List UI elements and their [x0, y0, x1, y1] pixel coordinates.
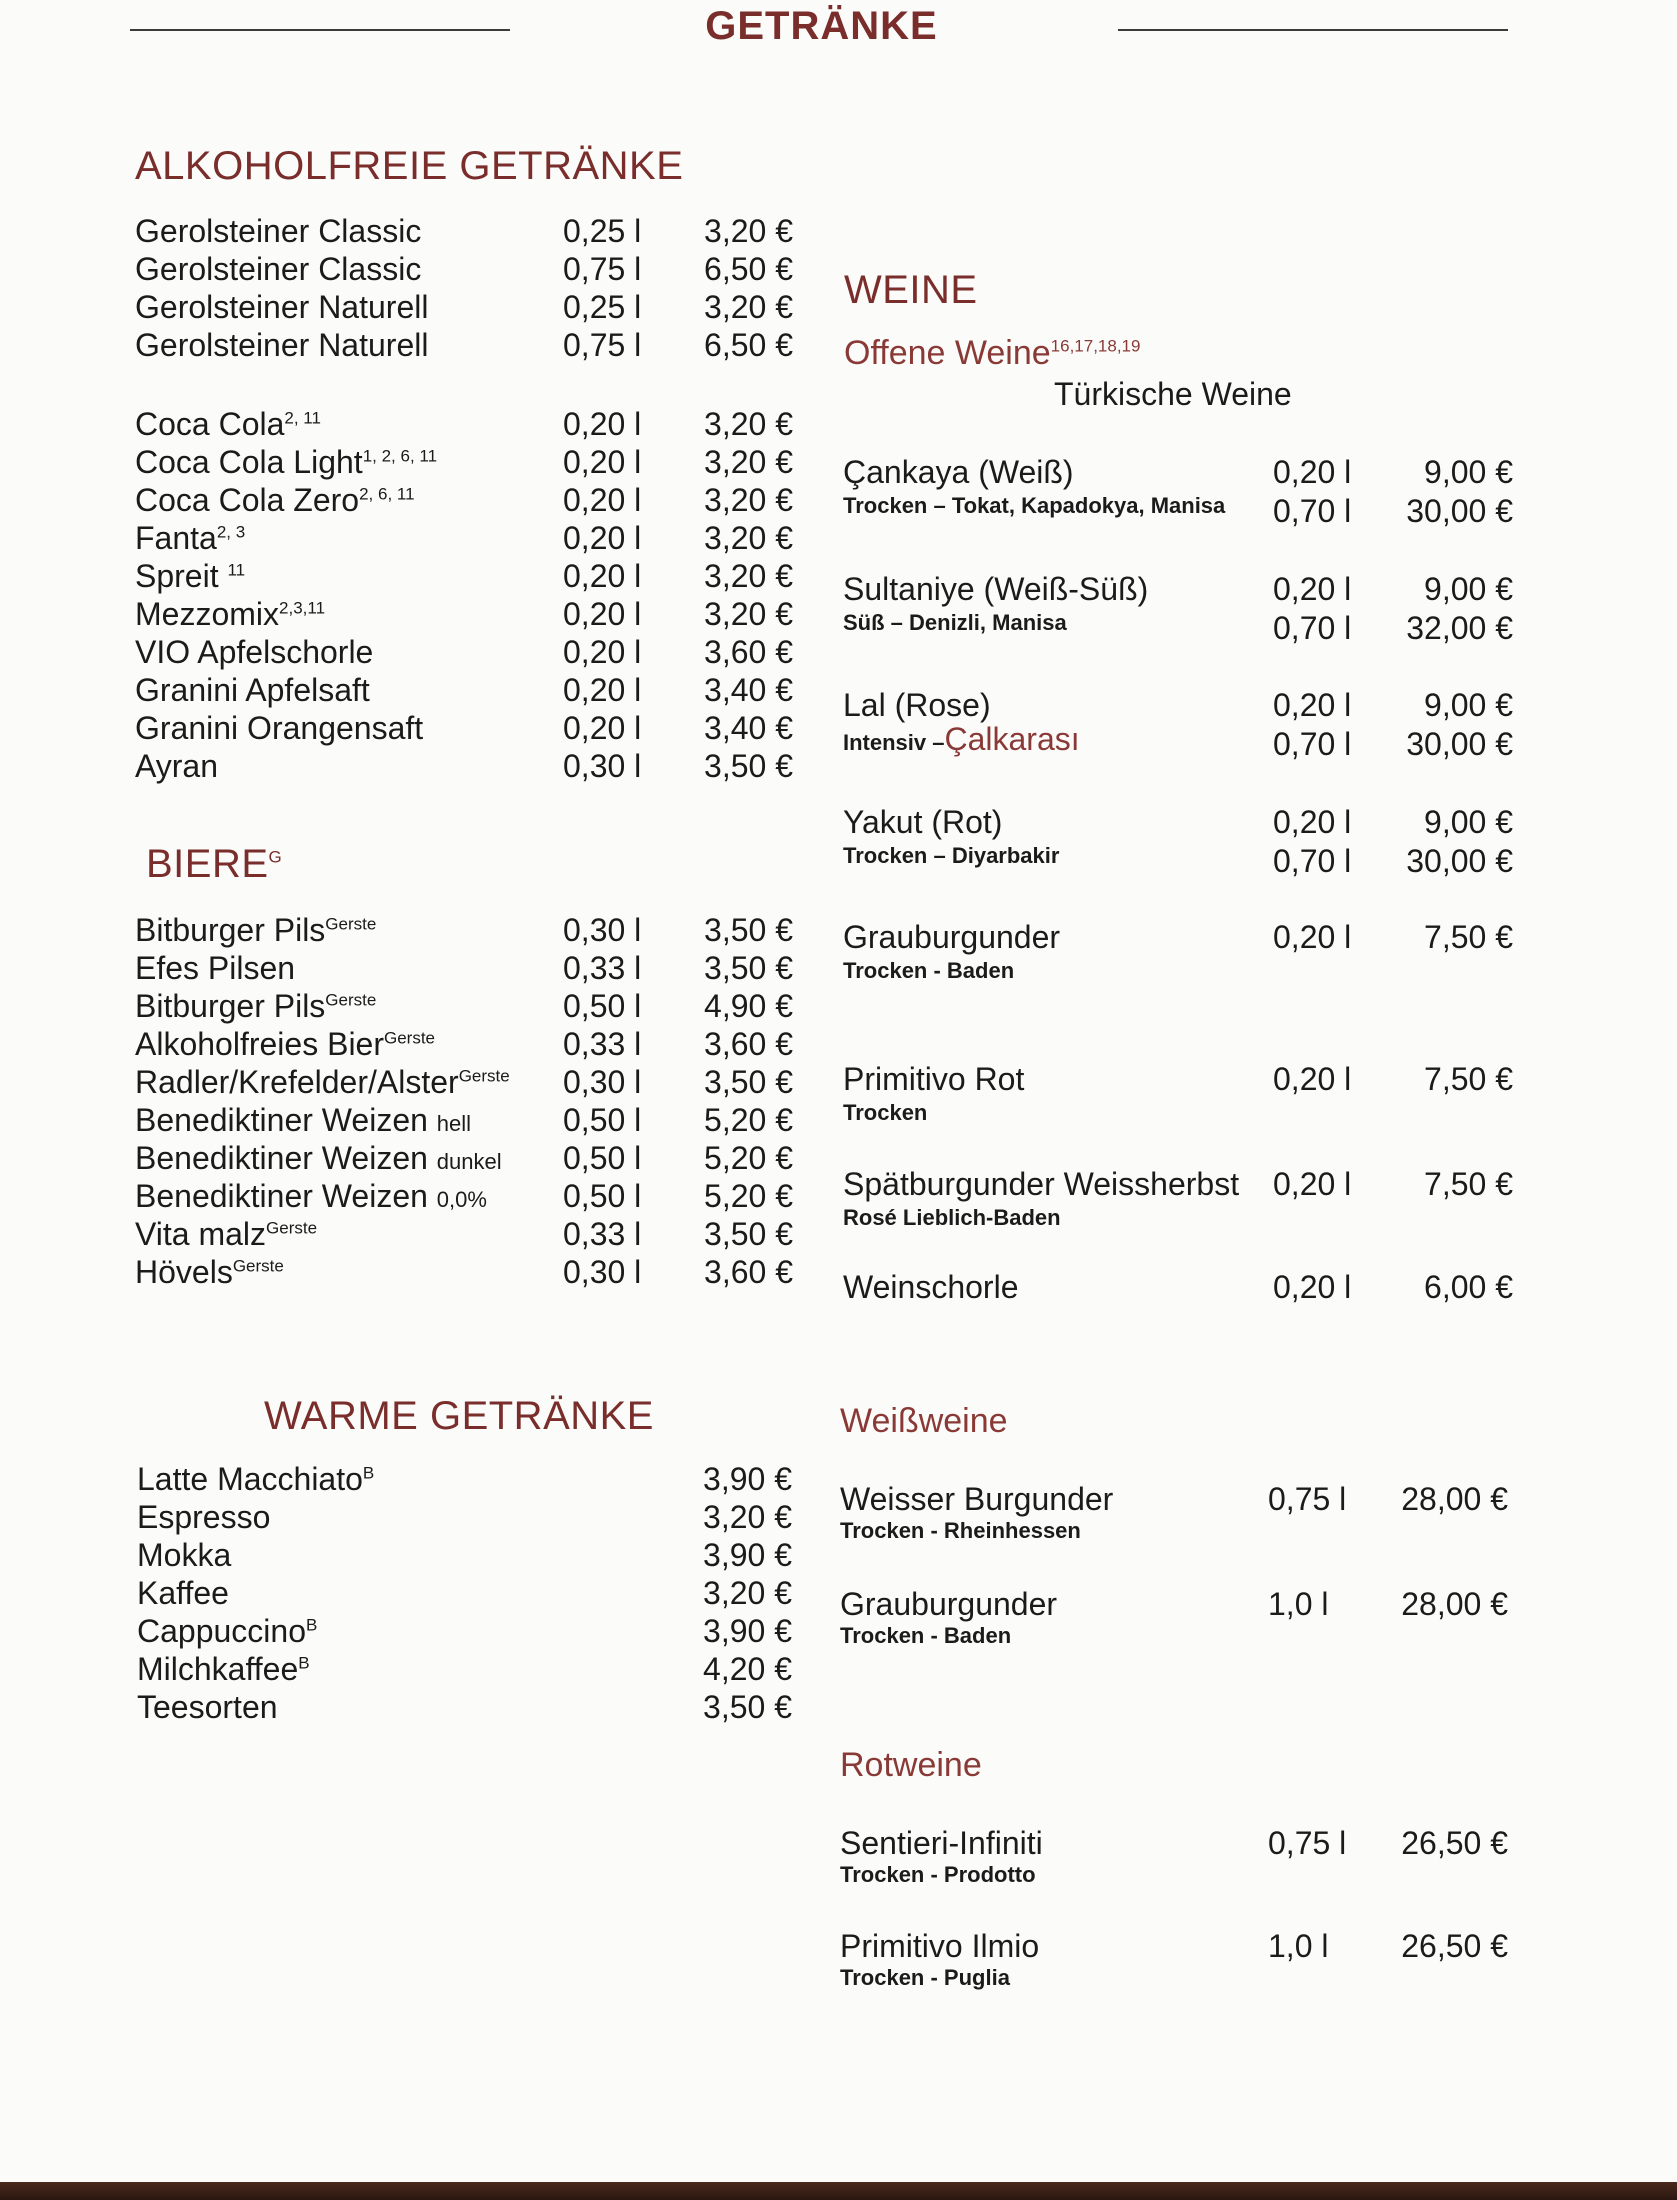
- drink-volume: 0,20 l: [563, 558, 642, 594]
- beer-variant: hell: [436, 1111, 472, 1136]
- wine-price-line: [1273, 686, 1513, 724]
- warm-drink-row: [137, 1574, 792, 1612]
- drink-name: [135, 595, 325, 633]
- beer-row: [135, 949, 793, 987]
- wine-description: [843, 608, 1067, 638]
- warm-drink-name: [137, 1688, 278, 1726]
- warm-drink-row: [137, 1650, 792, 1688]
- beer-name-text: Benediktiner Weizen: [135, 1102, 437, 1138]
- white-wine-price: 28,00 €: [1401, 1481, 1508, 1517]
- drink-name-text: Ayran: [135, 748, 219, 784]
- drink-volume: 0,20 l: [563, 482, 642, 518]
- drink-name: [135, 212, 421, 250]
- drink-row: [135, 519, 793, 557]
- wine-entry: [843, 570, 1523, 650]
- drink-volume: 0,20 l: [563, 444, 642, 480]
- warm-drink-name-text: Latte Macchiato: [137, 1461, 363, 1497]
- wine-price-line: [1273, 609, 1513, 647]
- wine-price: 7,50 €: [1424, 1166, 1513, 1202]
- beer-name: [135, 987, 376, 1025]
- drink-row: [135, 633, 793, 671]
- warm-drink-name: [137, 1536, 231, 1574]
- white-wine-entry: [840, 1585, 1520, 1665]
- warm-drink-price: 3,90 €: [703, 1461, 792, 1497]
- warm-drink-footnote: B: [306, 1615, 318, 1635]
- wine-price: 32,00 €: [1406, 610, 1513, 646]
- drink-name: [135, 709, 423, 747]
- drink-footnote: 2,3,11: [279, 598, 326, 618]
- beer-row: [135, 1215, 793, 1253]
- beer-row: [135, 987, 793, 1025]
- drink-name: [135, 443, 437, 481]
- wine-price: 30,00 €: [1406, 726, 1513, 762]
- wine-description: [843, 721, 1080, 758]
- drink-volume: 0,20 l: [563, 406, 642, 442]
- beer-row: [135, 1025, 793, 1063]
- drink-name: [135, 481, 415, 519]
- beer-name: [135, 911, 376, 949]
- drink-row: [135, 250, 793, 288]
- red-wine-entry: [840, 1927, 1520, 2007]
- beer-name-text: Bitburger Pils: [135, 912, 326, 948]
- drink-price: 3,20 €: [704, 520, 793, 556]
- wine-price-line: [1273, 570, 1513, 608]
- drink-volume: 0,25 l: [563, 289, 642, 325]
- beer-price: 3,50 €: [704, 950, 793, 986]
- wine-price-line: [1273, 492, 1513, 530]
- beer-price: 5,20 €: [704, 1140, 793, 1176]
- warm-drink-row: [137, 1498, 792, 1536]
- beer-name-text: Efes Pilsen: [135, 950, 296, 986]
- warm-drink-name: [137, 1574, 229, 1612]
- white-wine-price-line: [1268, 1480, 1508, 1518]
- drink-name: [135, 288, 428, 326]
- wine-price-line: [1273, 1060, 1513, 1098]
- warm-drink-name: [137, 1460, 374, 1498]
- drink-price: 3,20 €: [704, 406, 793, 442]
- wine-price-line: [1273, 1268, 1513, 1306]
- warm-drink-price: 3,20 €: [703, 1575, 792, 1611]
- wine-price-line: [1273, 918, 1513, 956]
- white-wine-description: Trocken - Baden: [840, 1623, 1012, 1648]
- wine-description: [843, 1203, 1061, 1233]
- drink-price: 6,50 €: [704, 327, 793, 363]
- drink-name-text: Fanta: [135, 520, 217, 556]
- beer-footnote: Gerste: [384, 1028, 436, 1048]
- wine-name: Yakut (Rot): [843, 804, 1003, 840]
- beer-row: [135, 1177, 793, 1215]
- drink-row: [135, 288, 793, 326]
- wine-price-line: [1273, 453, 1513, 491]
- beer-price: 3,60 €: [704, 1254, 793, 1290]
- drink-name: [135, 557, 245, 595]
- warm-drink-row: [137, 1612, 792, 1650]
- beer-volume: 0,30 l: [563, 1064, 642, 1100]
- red-wine-volume: 1,0 l: [1268, 1928, 1329, 1964]
- drink-price: 3,60 €: [704, 634, 793, 670]
- wine-name: Grauburgunder: [843, 919, 1061, 955]
- red-wine-name: Sentieri-Infiniti: [840, 1825, 1043, 1861]
- drink-volume: 0,20 l: [563, 596, 642, 632]
- drink-footnote: 2, 11: [284, 408, 321, 428]
- drink-volume: 0,20 l: [563, 710, 642, 746]
- drink-name-text: Gerolsteiner Naturell: [135, 327, 429, 363]
- red-wine-entry: [840, 1824, 1520, 1904]
- drink-price: 3,20 €: [704, 444, 793, 480]
- wine-volume: 0,20 l: [1273, 1061, 1352, 1097]
- beer-price: 3,50 €: [704, 912, 793, 948]
- white-wine-description: Trocken - Rheinhessen: [840, 1518, 1081, 1543]
- red-wine-volume: 0,75 l: [1268, 1825, 1347, 1861]
- biere-title-sup: G: [268, 847, 283, 867]
- wine-price: 9,00 €: [1424, 571, 1513, 607]
- beer-volume: 0,30 l: [563, 1254, 642, 1290]
- wine-description: [843, 956, 1014, 986]
- drink-name: [135, 326, 428, 364]
- beer-name: [135, 1025, 435, 1063]
- drink-name-text: VIO Apfelschorle: [135, 634, 374, 670]
- drink-price: 3,20 €: [704, 558, 793, 594]
- beer-volume: 0,33 l: [563, 1026, 642, 1062]
- beer-name-text: Benediktiner Weizen: [135, 1178, 437, 1214]
- drink-volume: 0,20 l: [563, 520, 642, 556]
- drink-name-text: Gerolsteiner Classic: [135, 213, 422, 249]
- beer-price: 5,20 €: [704, 1102, 793, 1138]
- section-title-biere: [146, 842, 282, 887]
- wine-description-text: Trocken - Baden: [843, 958, 1015, 983]
- white-wine-price-line: [1268, 1585, 1508, 1623]
- wine-entry: [843, 1268, 1523, 1348]
- wine-volume: 0,20 l: [1273, 1269, 1352, 1305]
- warm-drink-footnote: B: [298, 1653, 310, 1673]
- drink-row: [135, 709, 793, 747]
- wine-volume: 0,20 l: [1273, 1166, 1352, 1202]
- offene-weine-text: Offene Weine: [844, 334, 1051, 372]
- beer-variant: 0,0%: [436, 1187, 487, 1212]
- drink-row: [135, 443, 793, 481]
- wine-volume: 0,70 l: [1273, 493, 1352, 529]
- drink-footnote: 2, 3: [216, 522, 246, 542]
- rotweine-title: Rotweine: [840, 1746, 982, 1784]
- drink-row: [135, 405, 793, 443]
- wine-name: Çankaya (Weiß): [843, 454, 1074, 490]
- wine-description: [843, 1098, 927, 1128]
- drink-volume: 0,20 l: [563, 634, 642, 670]
- warm-drink-price: 4,20 €: [703, 1651, 792, 1687]
- wine-entry: [843, 803, 1523, 883]
- beer-price: 5,20 €: [704, 1178, 793, 1214]
- wine-price: 30,00 €: [1406, 493, 1513, 529]
- drink-name-text: Mezzomix: [135, 596, 280, 632]
- beer-price: 4,90 €: [704, 988, 793, 1024]
- wine-volume: 0,20 l: [1273, 804, 1352, 840]
- white-wine-name: Grauburgunder: [840, 1586, 1058, 1622]
- red-wine-name: Primitivo Ilmio: [840, 1928, 1040, 1964]
- section-title-weine: WEINE: [844, 268, 978, 312]
- beer-price: 3,50 €: [704, 1064, 793, 1100]
- wine-name: Primitivo Rot: [843, 1061, 1025, 1097]
- beer-volume: 0,30 l: [563, 912, 642, 948]
- warm-drink-price: 3,90 €: [703, 1613, 792, 1649]
- section-title-alkoholfrei: ALKOHOLFREIE GETRÄNKE: [135, 144, 684, 188]
- beer-name: [135, 1215, 317, 1253]
- white-wine-volume: 1,0 l: [1268, 1586, 1329, 1622]
- beer-name: [135, 1139, 502, 1181]
- wine-price-line: [1273, 725, 1513, 763]
- wine-price: 30,00 €: [1406, 843, 1513, 879]
- beer-name-text: Benediktiner Weizen: [135, 1140, 437, 1176]
- white-wine-price: 28,00 €: [1401, 1586, 1508, 1622]
- beer-name: [135, 1253, 284, 1291]
- wine-description-text: Trocken – Diyarbakir: [843, 843, 1060, 868]
- wine-price-line: [1273, 842, 1513, 880]
- wine-name: Lal (Rose): [843, 687, 991, 723]
- beer-volume: 0,50 l: [563, 1102, 642, 1138]
- red-wine-price-line: [1268, 1927, 1508, 1965]
- drink-row: [135, 671, 793, 709]
- page-title: GETRÄNKE: [705, 4, 938, 48]
- drink-footnote: 11: [227, 560, 246, 580]
- drink-name: [135, 519, 245, 557]
- warm-drink-name: [137, 1498, 270, 1536]
- drink-name-text: Gerolsteiner Naturell: [135, 289, 429, 325]
- beer-volume: 0,33 l: [563, 1216, 642, 1252]
- wine-description-text: Rosé Lieblich-Baden: [843, 1205, 1061, 1230]
- white-wine-entry: [840, 1480, 1520, 1560]
- drink-volume: 0,20 l: [563, 672, 642, 708]
- weissweine-title: Weißweine: [840, 1402, 1008, 1440]
- drink-volume: 0,30 l: [563, 748, 642, 784]
- drink-name: [135, 250, 421, 288]
- beer-volume: 0,50 l: [563, 1140, 642, 1176]
- drink-row: [135, 481, 793, 519]
- wine-price: 9,00 €: [1424, 687, 1513, 723]
- drink-price: 3,50 €: [704, 748, 793, 784]
- wine-price: 9,00 €: [1424, 804, 1513, 840]
- wine-price-line: [1273, 803, 1513, 841]
- wine-volume: 0,70 l: [1273, 610, 1352, 646]
- wine-description-text: Süß – Denizli, Manisa: [843, 610, 1067, 635]
- drink-footnote: 1, 2, 6, 11: [362, 446, 438, 466]
- drink-name-text: Granini Orangensaft: [135, 710, 424, 746]
- offene-weine-sup: 16,17,18,19: [1050, 336, 1141, 356]
- wine-description-text: Trocken – Tokat, Kapadokya, Manisa: [843, 493, 1226, 518]
- beer-name-text: Hövels: [135, 1254, 233, 1290]
- drink-name-text: Coca Cola Zero: [135, 482, 360, 518]
- beer-name-text: Bitburger Pils: [135, 988, 326, 1024]
- beer-price: 3,60 €: [704, 1026, 793, 1062]
- red-wine-description: Trocken - Puglia: [840, 1965, 1010, 1990]
- drink-name: [135, 633, 373, 671]
- beer-row: [135, 1101, 793, 1139]
- beer-row: [135, 1139, 793, 1177]
- warm-drink-row: [137, 1460, 792, 1498]
- beer-variant: dunkel: [436, 1149, 502, 1174]
- drink-name-text: Coca Cola: [135, 406, 285, 442]
- section-title-warm: WARME GETRÄNKE: [264, 1394, 654, 1438]
- beer-footnote: Gerste: [266, 1218, 318, 1238]
- beer-footnote: Gerste: [325, 990, 377, 1010]
- beer-row: [135, 911, 793, 949]
- red-wine-price: 26,50 €: [1401, 1825, 1508, 1861]
- wine-volume: 0,20 l: [1273, 919, 1352, 955]
- drink-name-text: Granini Apfelsaft: [135, 672, 370, 708]
- wine-name: Spätburgunder Weissherbst: [843, 1166, 1240, 1202]
- drink-price: 3,20 €: [704, 482, 793, 518]
- biere-title-text: BIERE: [146, 842, 269, 886]
- wine-volume: 0,20 l: [1273, 571, 1352, 607]
- warm-drink-name-text: Kaffee: [137, 1575, 229, 1611]
- beer-name: [135, 1063, 510, 1101]
- beer-footnote: Gerste: [232, 1256, 284, 1276]
- warm-drink-price: 3,50 €: [703, 1689, 792, 1725]
- wine-entry: [843, 1165, 1523, 1245]
- warm-drink-price: 3,90 €: [703, 1537, 792, 1573]
- beer-name: [135, 949, 295, 987]
- wine-region: Çalkarası: [944, 721, 1080, 757]
- wine-description: [843, 491, 1225, 521]
- warm-drink-row: [137, 1536, 792, 1574]
- drink-row: [135, 747, 793, 785]
- drink-row: [135, 212, 793, 250]
- wine-entry: [843, 686, 1523, 766]
- beer-row: [135, 1253, 793, 1291]
- wine-volume: 0,20 l: [1273, 454, 1352, 490]
- wine-entry: [843, 918, 1523, 998]
- wine-name: Sultaniye (Weiß-Süß): [843, 571, 1149, 607]
- drink-name: [135, 405, 321, 443]
- wine-price: 6,00 €: [1424, 1269, 1513, 1305]
- wine-price: 9,00 €: [1424, 454, 1513, 490]
- drink-name-text: Spreit: [135, 558, 228, 594]
- beer-volume: 0,50 l: [563, 988, 642, 1024]
- beer-volume: 0,33 l: [563, 950, 642, 986]
- warm-drink-price: 3,20 €: [703, 1499, 792, 1535]
- wine-volume: 0,70 l: [1273, 726, 1352, 762]
- wine-description-text: Trocken: [843, 1100, 928, 1125]
- wine-entry: [843, 453, 1523, 533]
- beer-volume: 0,50 l: [563, 1178, 642, 1214]
- wine-entry: [843, 1060, 1523, 1140]
- drink-name: [135, 671, 370, 709]
- drink-price: 3,40 €: [704, 672, 793, 708]
- warm-drink-name-text: Milchkaffee: [137, 1651, 299, 1687]
- wine-description-text: Intensiv –: [843, 730, 945, 755]
- wine-price: 7,50 €: [1424, 1061, 1513, 1097]
- drink-row: [135, 326, 793, 364]
- wine-volume: 0,20 l: [1273, 687, 1352, 723]
- warm-drink-name: [137, 1612, 317, 1650]
- drink-price: 3,20 €: [704, 289, 793, 325]
- warm-drink-name: [137, 1650, 310, 1688]
- wine-name: Weinschorle: [843, 1269, 1019, 1305]
- beer-footnote: Gerste: [325, 914, 377, 934]
- tuerkische-weine-title: Türkische Weine: [1054, 376, 1292, 412]
- drink-name-text: Gerolsteiner Classic: [135, 251, 422, 287]
- wine-volume: 0,70 l: [1273, 843, 1352, 879]
- beer-name-text: Vita malz: [135, 1216, 267, 1252]
- red-wine-price-line: [1268, 1824, 1508, 1862]
- white-wine-name: Weisser Burgunder: [840, 1481, 1114, 1517]
- drink-footnote: 2, 6, 11: [359, 484, 415, 504]
- beer-name-text: Alkoholfreies Bier: [135, 1026, 384, 1062]
- beer-price: 3,50 €: [704, 1216, 793, 1252]
- bottom-edge: [0, 2182, 1677, 2200]
- beer-row: [135, 1063, 793, 1101]
- wine-description: [843, 841, 1059, 871]
- drink-name-text: Coca Cola Light: [135, 444, 363, 480]
- drink-volume: 0,75 l: [563, 327, 642, 363]
- drink-volume: 0,25 l: [563, 213, 642, 249]
- beer-name: [135, 1101, 471, 1143]
- drink-price: 6,50 €: [704, 251, 793, 287]
- beer-name-text: Radler/Krefelder/Alster: [135, 1064, 459, 1100]
- white-wine-volume: 0,75 l: [1268, 1481, 1347, 1517]
- warm-drink-footnote: B: [362, 1463, 375, 1483]
- drink-row: [135, 557, 793, 595]
- warm-drink-row: [137, 1688, 792, 1726]
- red-wine-price: 26,50 €: [1401, 1928, 1508, 1964]
- drink-row: [135, 595, 793, 633]
- drink-price: 3,20 €: [704, 596, 793, 632]
- warm-drink-name-text: Cappuccino: [137, 1613, 306, 1649]
- warm-drink-name-text: Espresso: [137, 1499, 271, 1535]
- wine-price: 7,50 €: [1424, 919, 1513, 955]
- offene-weine-title: [844, 334, 1140, 373]
- red-wine-description: Trocken - Prodotto: [840, 1862, 1036, 1887]
- drink-name: [135, 747, 218, 785]
- drink-volume: 0,75 l: [563, 251, 642, 287]
- wine-price-line: [1273, 1165, 1513, 1203]
- drink-price: 3,40 €: [704, 710, 793, 746]
- drink-price: 3,20 €: [704, 213, 793, 249]
- warm-drink-name-text: Teesorten: [137, 1689, 278, 1725]
- beer-footnote: Gerste: [458, 1066, 510, 1086]
- beer-name: [135, 1177, 487, 1219]
- warm-drink-name-text: Mokka: [137, 1537, 232, 1573]
